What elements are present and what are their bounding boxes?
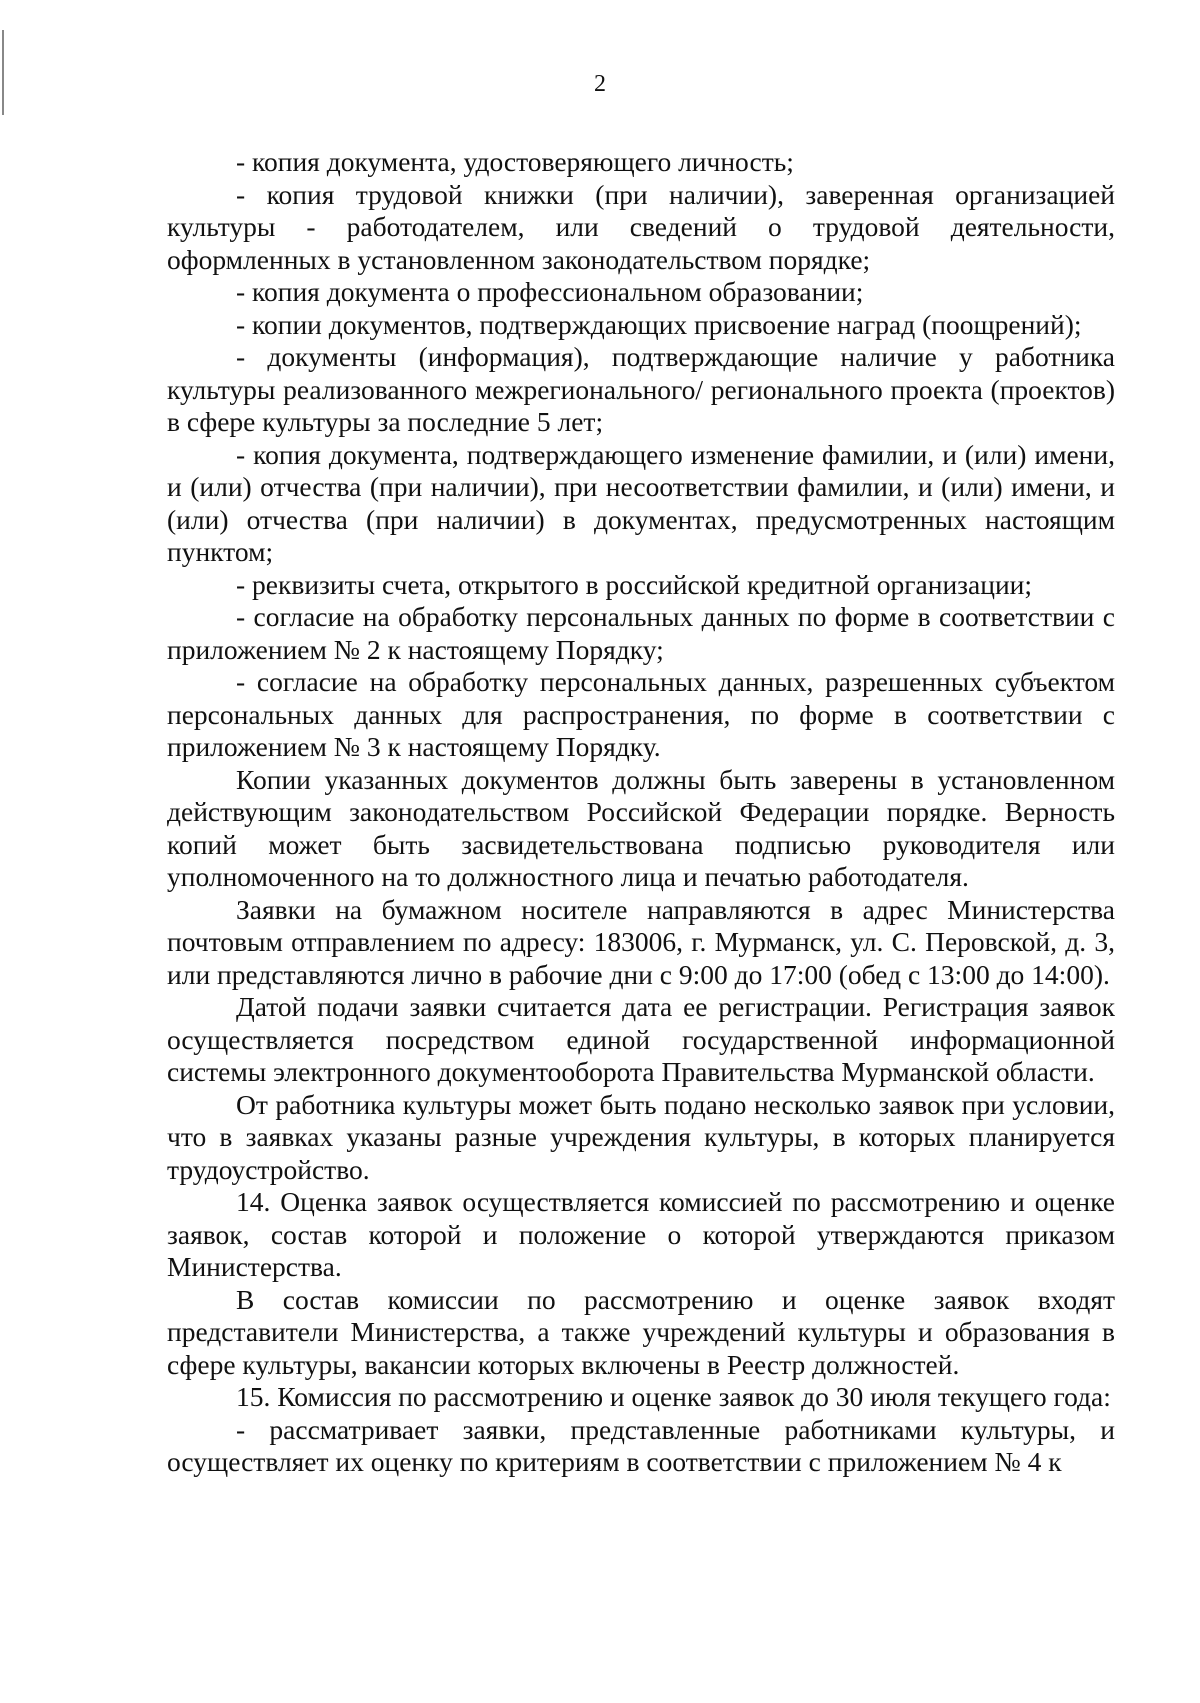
list-item-bank-details: - реквизиты счета, открытого в российской кредитной организации; (236, 568, 1033, 600)
list-item-consent-distribution: - согласие на обработку персональных данных, разрешенных субъектом персональных данных для распространения, по форме в соответствии с приложением № 3 к настоящему Порядку. (167, 666, 1115, 762)
list-item-education-document: - копия документа о профессиональном образовании; (236, 276, 864, 307)
paragraph-paper-applications: Заявки на бумажном носителе направляются в адрес Министерства почтовым отправлением по адресу: 183006, г. Мурманск, ул. С. Перовской, д. 3, или представляются лично в рабочие дни с 9:00 до 17:00 (обед с 13:00 до 14:00). (167, 893, 1115, 990)
list-item-awards-documents: - копии документов, подтверждающих присвоение наград (поощрений); (236, 308, 1082, 340)
list-item-identity-copy: - копия документа, удостоверяющего личность; (236, 146, 794, 177)
document-body (167, 146, 1115, 1479)
list-item-name-change-document: - копия документа, подтверждающего изменение фамилии, и (или) имени, и (или) отчества (при наличии), при несоответствии фамилии, и (или) имени, и (или) отчества (при наличии) в документах, предусмотренных настоящим пунктом; (167, 438, 1115, 567)
list-item-review-applications: - рассматривает заявки, представленные работниками культуры, и осуществляет их оценку по критериям в соответствии с приложением № 4 к (167, 1413, 1115, 1477)
list-item-employment-record: - копия трудовой книжки (при наличии), заверенная организацией культуры - работодателем, или сведений о трудовой деятельности, оформленных в установленном законодательством порядке; (167, 178, 1115, 275)
paragraph-submission-date: Датой подачи заявки считается дата ее регистрации. Регистрация заявок осуществляется посредством единой государственной информационной системы электронного документооборота Правительства Мурманской области. (167, 991, 1115, 1087)
paragraph-commission-composition: В состав комиссии по рассмотрению и оценке заявок входят представители Министерства, а также учреждений культуры и образования в сфере культуры, вакансии которых включены в Реестр должностей. (167, 1283, 1115, 1380)
paragraph-copies-certification: Копии указанных документов должны быть заверены в установленном действующим законодательством Российской Федерации порядке. Верность копий может быть засвидетельствована подписью руководителя или уполномоченного на то должностного лица и печатью работодателя. (167, 763, 1115, 892)
paragraph-multiple-applications: От работника культуры может быть подано несколько заявок при условии, что в заявках указаны разные учреждения культуры, в которых планируется трудоустройство. (167, 1088, 1115, 1185)
clause-14: 14. Оценка заявок осуществляется комиссией по рассмотрению и оценке заявок, состав которой и положение о которой утверждаются приказом Министерства. (167, 1186, 1115, 1282)
page-number: 2 (594, 71, 606, 97)
clause-15: 15. Комиссия по рассмотрению и оценке заявок до 30 июля текущего года: (236, 1381, 1111, 1412)
list-item-consent-personal-data: - согласие на обработку персональных данных по форме в соответствии с приложением № 2 к настоящему Порядку; (167, 601, 1115, 665)
list-item-project-documents: - документы (информация), подтверждающие наличие у работника культуры реализованного межрегионального/ регионального проекта (проектов) в сфере культуры за последние 5 лет; (167, 341, 1115, 437)
